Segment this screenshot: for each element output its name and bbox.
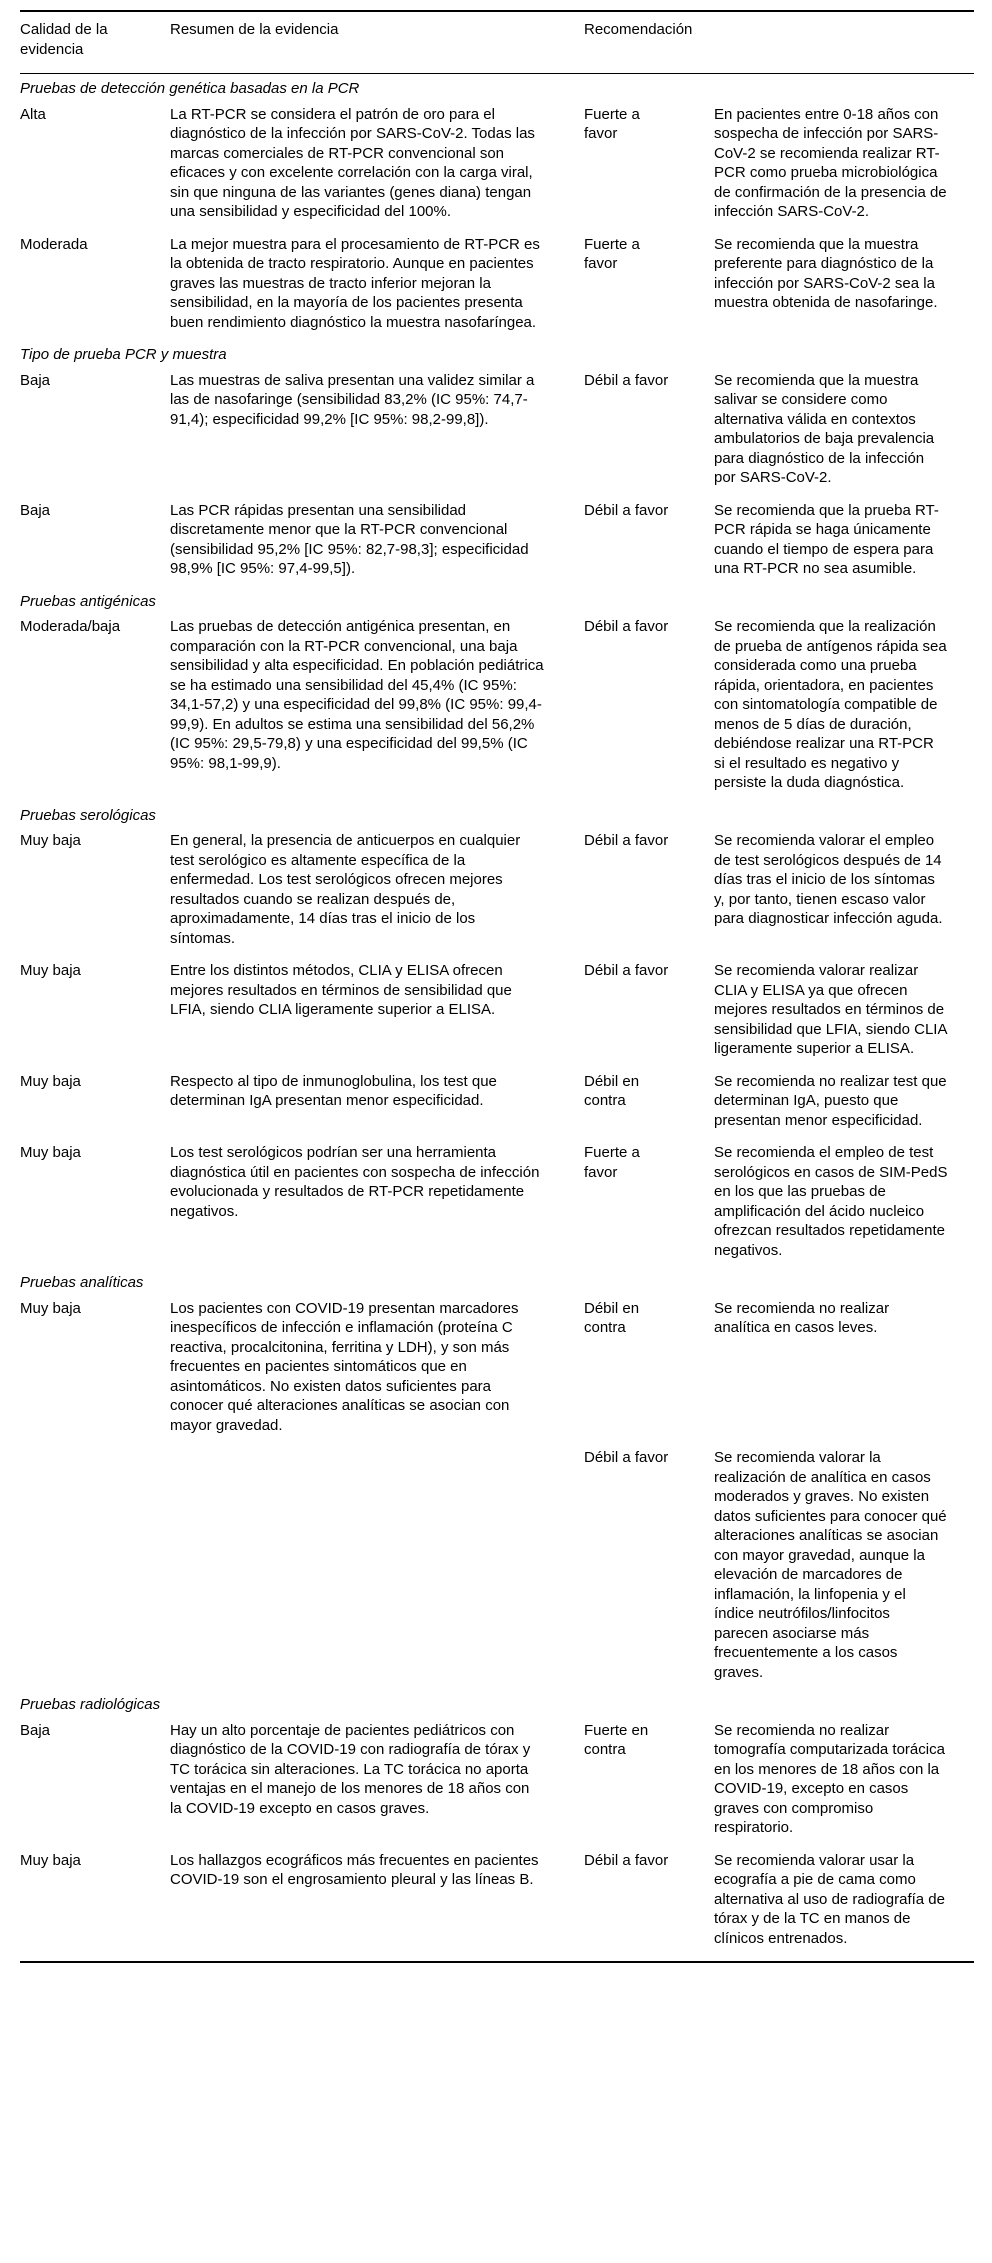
strength-cell: Débil en contra	[584, 1072, 640, 1109]
section-header	[20, 79, 974, 99]
summary-cell: Los pacientes con COVID-19 presentan marcadores inespecíficos de infección e inflamación (proteína C reactiva, procalcitonina, ferritina y LDH), y son más frecuentes en pacientes sintomáticos que en asintomáticos. No existen datos suficientes para conocer qué alteraciones analíticas se asocian con mayor gravedad.	[170, 1299, 519, 1434]
summary-cell: Las PCR rápidas presentan una sensibilidad discretamente menor que la RT-PCR convencional (sensibilidad 95,2% [IC 95%: 82,7-98,3]; especificidad 98,9% [IC 95%: 97,4-99,5]).	[170, 501, 529, 577]
quality-cell: Alta	[20, 105, 46, 123]
strength-cell: Débil a favor	[584, 371, 669, 389]
strength-cell: Fuerte a favor	[584, 105, 640, 142]
quality-cell: Moderada/baja	[20, 618, 121, 635]
summary-cell: Los hallazgos ecográficos más frecuentes en pacientes COVID-19 son el engrosamiento pleural y las líneas B.	[170, 1851, 539, 1888]
quality-cell: Muy baja	[20, 1144, 81, 1161]
summary-cell: Respecto al tipo de inmunoglobulina, los test que determinan IgA presentan menor especificidad.	[170, 1072, 497, 1109]
table-row	[20, 831, 974, 948]
summary-cell: Las muestras de saliva presentan una validez similar a las de nasofaringe (sensibilidad 83,2% (IC 95%: 74,7-91,4); especificidad 99,2% [IC 95%: 98,2-99,8]).	[170, 371, 535, 428]
col-header-quality: Calidad de la evidencia	[20, 21, 108, 58]
quality-cell: Baja	[20, 501, 51, 519]
table-row-continuation	[20, 1448, 974, 1682]
recommendation-cell: Se recomienda valorar usar la ecografía a pie de cama como alternativa al uso de radiografía de tórax y de la TC en manos de clínicos entrenados.	[714, 1851, 945, 1947]
recommendation-cell: En pacientes entre 0-18 años con sospecha de infección por SARS-CoV-2 se recomienda realizar RT-PCR como prueba microbiológica de confirmación de la presencia de infección SARS-CoV-2.	[714, 105, 947, 220]
recommendation-cell: Se recomienda que la muestra salivar se considere como alternativa válida en contextos ambulatorios de baja prevalencia para diagnóstico de la infección por SARS-CoV-2.	[714, 371, 935, 486]
quality-cell: Moderada	[20, 235, 88, 253]
recommendation-cell: Se recomienda no realizar test que determinan IgA, puesto que presentan menor especificidad.	[714, 1072, 947, 1129]
summary-cell: Entre los distintos métodos, CLIA y ELISA ofrecen mejores resultados en términos de sensibilidad que LFIA, siendo CLIA ligeramente superior a ELISA.	[170, 962, 512, 1018]
summary-cell: Las pruebas de detección antigénica presentan, en comparación con la RT-PCR convencional, una baja sensibilidad y alta especificidad. En población pediátrica se ha estimado una sensibilidad del 45,4% (IC 95%: 34,1-57,2) y una especificidad del 99,8% (IC 95%: 99,4-99,9). En adultos se estima una sensibilidad del 56,2% (IC 95%: 29,5-79,8) y una especificidad del 99,5% (IC 95%: 98,1-99,9).	[170, 618, 544, 772]
summary-cell: Los test serológicos podrían ser una herramienta diagnóstica útil en pacientes con sospecha de infección evolucionada y resultados de RT-PCR repetidamente negativos.	[170, 1144, 540, 1220]
summary-cell: La mejor muestra para el procesamiento de RT-PCR es la obtenida de tracto respiratorio. Aunque en pacientes graves las muestras de tracto inferior mejoran la sensibilidad, en la mayoría de los pacientes presenta buen rendimiento diagnóstico la muestra nasofaríngea.	[170, 235, 540, 331]
quality-cell: Muy baja	[20, 962, 81, 979]
recommendation-cell: Se recomienda que la muestra preferente para diagnóstico de la infección por SARS-CoV-2 sea la muestra obtenida de nasofaringe.	[714, 235, 938, 311]
quality-cell: Baja	[20, 1721, 51, 1739]
recommendation-cell: Se recomienda que la realización de prueba de antígenos rápida sea considerada como una prueba rápida, orientadora, en pacientes con sintomatología compatible de menos de 5 días de duración, debiéndose realizar una RT-PCR si el resultado es negativo y persiste la duda diagnóstica.	[714, 618, 947, 791]
section-header	[20, 806, 974, 826]
evidence-table	[20, 10, 974, 1963]
recommendation-cell: Se recomienda valorar el empleo de test serológicos después de 14 días tras el inicio de los síntomas y, por tanto, tienen escaso valor para diagnosticar infección aguda.	[714, 832, 943, 927]
table-row	[20, 371, 974, 488]
strength-cell: Débil a favor	[584, 1851, 669, 1869]
table-row	[20, 501, 974, 579]
quality-cell: Muy baja	[20, 1851, 81, 1869]
recommendation-cell: Se recomienda no realizar analítica en casos leves.	[714, 1299, 890, 1336]
quality-cell: Muy baja	[20, 1299, 81, 1317]
quality-cell	[20, 1448, 170, 1682]
section-header	[20, 1273, 974, 1293]
table-row	[20, 1072, 974, 1131]
table-row	[20, 1299, 974, 1436]
strength-cell: Fuerte a favor	[584, 1144, 640, 1181]
strength-cell: Débil en contra	[584, 1299, 640, 1336]
quality-cell: Muy baja	[20, 1072, 81, 1090]
quality-cell: Muy baja	[20, 832, 81, 849]
col-header-recommendation: Recomendación	[584, 21, 693, 38]
strength-cell: Débil a favor	[584, 618, 669, 635]
strength-cell: Débil a favor	[584, 1449, 669, 1466]
summary-cell	[170, 1448, 584, 1682]
recommendation-cell: Se recomienda el empleo de test serológicos en casos de SIM-PedS en los que las pruebas de amplificación del ácido nucleico ofrezcan resultados repetidamente negativos.	[714, 1144, 948, 1259]
col-header-summary: Resumen de la evidencia	[170, 21, 339, 38]
table-row	[20, 235, 974, 333]
section-header	[20, 345, 974, 365]
recommendation-cell: Se recomienda valorar la realización de analítica en casos moderados y graves. No existen datos suficientes para conocer qué alteraciones analíticas se asocian con mayor gravedad, aunque la elevación de marcadores de inflamación, la linfopenia y el índice neutrófilos/linfocitos parecen asociarse más frecuentemente a los casos graves.	[714, 1449, 947, 1681]
summary-cell: En general, la presencia de anticuerpos en cualquier test serológico es altamente específica de la enfermedad. Los test serológicos ofrecen mejores resultados cuando se realizan después de, aproximadamente, 14 días tras el inicio de los síntomas.	[170, 832, 521, 947]
section-title: Tipo de prueba PCR y muestra	[20, 346, 227, 363]
section-header	[20, 592, 974, 612]
table-header-row	[20, 12, 974, 74]
strength-cell: Débil a favor	[584, 832, 669, 849]
quality-cell: Baja	[20, 371, 51, 389]
recommendation-cell: Se recomienda que la prueba RT-PCR rápida se haga únicamente cuando el tiempo de espera para una RT-PCR no sea asumible.	[714, 501, 939, 577]
section-title: Pruebas de detección genética basadas en la PCR	[20, 80, 360, 97]
table-row	[20, 961, 974, 1059]
strength-cell: Débil a favor	[584, 962, 669, 979]
recommendation-cell: Se recomienda no realizar tomografía computarizada torácica en los menores de 18 años con la COVID-19, excepto en casos graves con compromiso respiratorio.	[714, 1721, 945, 1836]
summary-cell: La RT-PCR se considera el patrón de oro para el diagnóstico de la infección por SARS-CoV-2. Todas las marcas comerciales de RT-PCR convencional son eficaces y con excelente correlación con la carga viral, sin que ninguna de las variantes (genes diana) tengan una sensibilidad y especificidad del 100%.	[170, 105, 535, 220]
section-title: Pruebas radiológicas	[20, 1696, 161, 1713]
strength-cell: Fuerte en contra	[584, 1721, 649, 1758]
section-title: Pruebas analíticas	[20, 1274, 144, 1291]
table-row	[20, 1851, 974, 1949]
summary-cell: Hay un alto porcentaje de pacientes pediátricos con diagnóstico de la COVID-19 con radiografía de tórax y TC torácica sin alteraciones. La TC torácica no aporta ventajas en el manejo de los menores de 18 años con la COVID-19 excepto en casos graves.	[170, 1721, 531, 1817]
table-row	[20, 1721, 974, 1838]
table-row	[20, 617, 974, 793]
strength-cell: Débil a favor	[584, 501, 669, 519]
strength-cell: Fuerte a favor	[584, 235, 640, 272]
recommendation-cell: Se recomienda valorar realizar CLIA y ELISA ya que ofrecen mejores resultados en términos de sensibilidad que LFIA, siendo CLIA ligeramente superior a ELISA.	[714, 962, 947, 1057]
table-row	[20, 105, 974, 222]
section-title: Pruebas antigénicas	[20, 592, 156, 610]
section-title: Pruebas serológicas	[20, 806, 156, 824]
section-header	[20, 1695, 974, 1715]
table-row	[20, 1143, 974, 1260]
